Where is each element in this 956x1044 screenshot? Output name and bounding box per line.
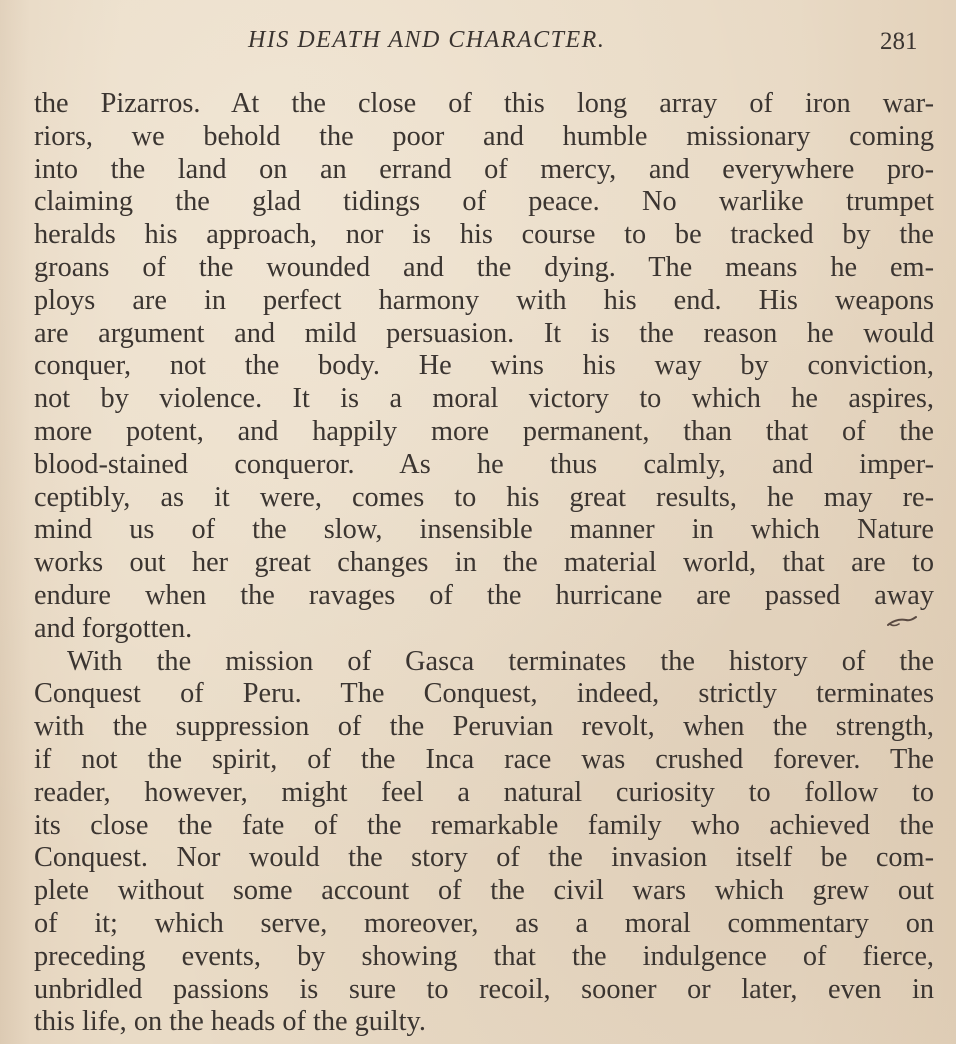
text-line: with the suppression of the Peruvian revolt, when the strength, bbox=[34, 711, 934, 743]
text-line: riors, we behold the poor and humble missionary coming bbox=[34, 120, 934, 152]
text-line: if not the spirit, of the Inca race was crushed forever. The bbox=[34, 743, 934, 775]
text-line: the Pizarros. At the close of this long array of iron war- bbox=[34, 88, 934, 119]
text-line: more potent, and happily more permanent, than that of the bbox=[34, 415, 934, 447]
text-line: mind us of the slow, insensible manner in which Nature bbox=[34, 514, 934, 546]
text-line: conquer, not the body. He wins his way by conviction, bbox=[34, 350, 934, 382]
text-line: and forgotten. bbox=[34, 612, 193, 644]
running-head: HIS DEATH AND CHARACTER. bbox=[248, 27, 606, 53]
text-line: blood-stained conqueror. As he thus calmly, and imper- bbox=[34, 448, 934, 480]
pencil-mark bbox=[886, 614, 918, 630]
text-line: Conquest of Peru. The Conquest, indeed, strictly terminates bbox=[34, 678, 934, 710]
text-line: not by violence. It is a moral victory to which he aspires, bbox=[34, 383, 934, 415]
text-line: are argument and mild persuasion. It is the reason he would bbox=[34, 317, 934, 349]
text-line: preceding events, by showing that the indulgence of fierce, bbox=[34, 940, 934, 972]
body-text bbox=[34, 88, 934, 1039]
page-header bbox=[0, 27, 956, 63]
text-line: heralds his approach, nor is his course to be tracked by the bbox=[34, 219, 934, 251]
text-line: into the land on an errand of mercy, and everywhere pro- bbox=[34, 153, 934, 185]
text-line: reader, however, might feel a natural curiosity to follow to bbox=[34, 776, 934, 808]
text-line: its close the fate of the remarkable family who achieved the bbox=[34, 809, 934, 841]
text-line: Conquest. Nor would the story of the invasion itself be com- bbox=[34, 842, 934, 874]
text-line: unbridled passions is sure to recoil, sooner or later, even in bbox=[34, 973, 934, 1005]
paragraph-first-line: With the mission of Gasca terminates the history of the bbox=[67, 645, 934, 677]
text-line: this life, on the heads of the guilty. bbox=[34, 1006, 426, 1038]
text-line: ploys are in perfect harmony with his end. His weapons bbox=[34, 284, 934, 316]
text-line: claiming the glad tidings of peace. No warlike trumpet bbox=[34, 186, 934, 218]
text-line: plete without some account of the civil wars which grew out bbox=[34, 875, 934, 907]
text-line: endure when the ravages of the hurricane are passed away bbox=[34, 579, 934, 611]
text-line: of it; which serve, moreover, as a moral commentary on bbox=[34, 907, 934, 939]
text-line: works out her great changes in the material world, that are to bbox=[34, 547, 934, 579]
text-line: ceptibly, as it were, comes to his great results, he may re- bbox=[34, 481, 934, 513]
page-number: 281 bbox=[880, 28, 918, 55]
text-line: groans of the wounded and the dying. The means he em- bbox=[34, 251, 934, 283]
